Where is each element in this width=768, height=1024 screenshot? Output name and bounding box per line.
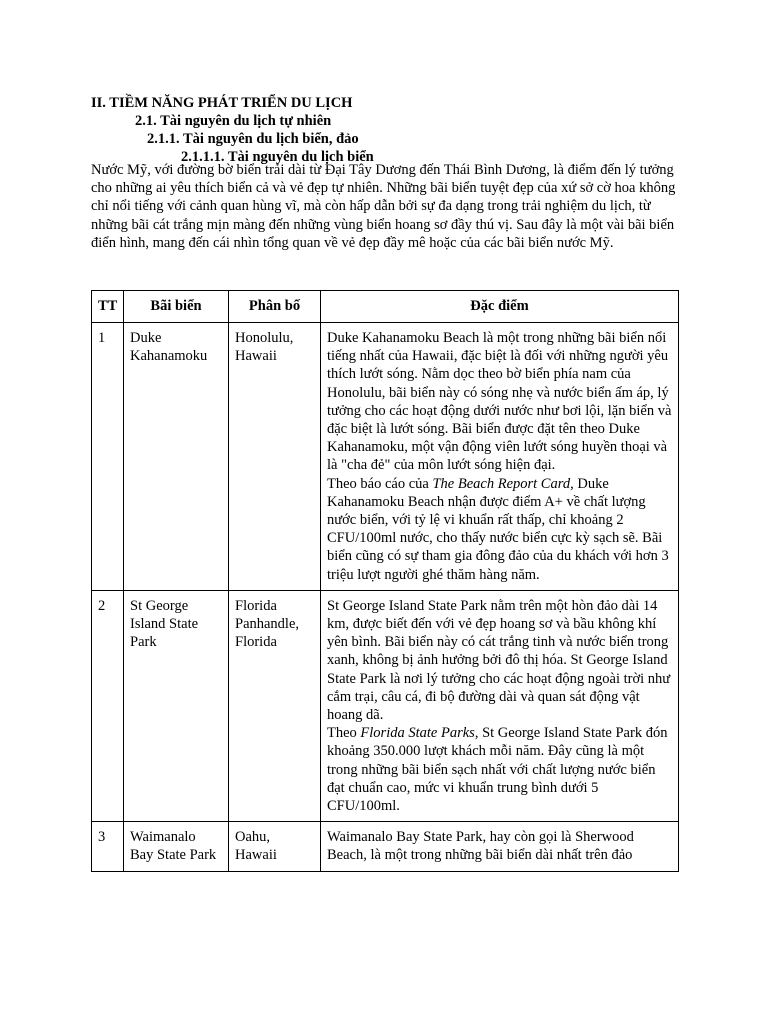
table-row bbox=[92, 822, 679, 871]
beaches-table bbox=[91, 290, 679, 872]
row-number: 3 bbox=[92, 822, 124, 871]
source-title: Florida State Parks bbox=[360, 725, 475, 742]
table-header-row bbox=[92, 291, 679, 323]
features-paragraph-2 bbox=[327, 475, 672, 584]
heading-level-1: II. TIỀM NĂNG PHÁT TRIỂN DU LỊCH bbox=[91, 95, 353, 111]
header-tt: TT bbox=[92, 291, 124, 323]
beach-features bbox=[321, 590, 679, 821]
features-paragraph-2 bbox=[327, 724, 672, 815]
beach-name: Duke Kahanamoku bbox=[124, 323, 229, 591]
features-paragraph-1: Duke Kahanamoku Beach là một trong những bãi biển nổi tiếng nhất của Hawaii, đặc biệt là đối với những người yêu thích lướt sóng. Nằm dọc theo bờ biển phía nam của Honolulu, bãi biển này có sóng nhẹ và nước biển ấm áp, lý tưởng cho các hoạt động dưới nước như bơi lội, lặn biển và đặc biệt là lướt sóng. Bãi biển được đặt tên theo Duke Kahanamoku, một vận động viên lướt sóng huyền thoại và là "cha đẻ" của môn lướt sóng hiện đại. bbox=[327, 330, 672, 474]
row-number: 2 bbox=[92, 590, 124, 821]
features-paragraph-1: Waimanalo Bay State Park, hay còn gọi là Sherwood Beach, là một trong những bãi biển dài nhất trên đảo bbox=[327, 829, 634, 864]
heading-level-2: 2.1. Tài nguyên du lịch tự nhiên bbox=[135, 113, 332, 129]
table-row bbox=[92, 323, 679, 591]
beach-features bbox=[321, 822, 679, 871]
beach-location: Oahu, Hawaii bbox=[229, 822, 321, 871]
heading-level-4: 2.1.1.1. Tài nguyên du lịch biển bbox=[181, 149, 374, 165]
beach-name: Waimanalo Bay State Park bbox=[124, 822, 229, 871]
intro-paragraph: Nước Mỹ, với đường bờ biển trải dài từ Đại Tây Dương đến Thái Bình Dương, là điểm đến lý tưởng cho những ai yêu thích biển cả và vẻ đẹp tự nhiên. Những bãi biển tuyệt đẹp của xứ sở cờ hoa không chỉ nổi tiếng với cảnh quan hùng vĩ, mà còn hấp dẫn bởi sự đa dạng trong trải nghiệm du lịch, từ những bãi cát trắng mịn màng đến những vùng biển hoang sơ đầy thú vị. Sau đây là một vài bãi biển điển hình, mang đến cái nhìn tổng quan về vẻ đẹp đầy mê hoặc của các bãi biển nước Mỹ. bbox=[91, 162, 676, 251]
header-beach: Bãi biển bbox=[124, 291, 229, 323]
source-detail: , St George Island State Park đón khoảng 350.000 lượt khách mỗi năm. Đây cũng là một trong những bãi biển sạch nhất với chất lượng nước biển đạt chuẩn cao, mức vi khuẩn trung bình dưới 5 CFU/100ml. bbox=[327, 725, 668, 815]
source-detail: , Duke Kahanamoku Beach nhận được điểm A+ về chất lượng nước biển, với tỷ lệ vi khuẩn rất thấp, chỉ khoảng 2 CFU/100ml nước, cho thấy nước biển cực kỳ sạch sẽ. Bãi biển cũng có sự tham gia đông đảo của du khách với hơn 3 triệu lượt người ghé thăm hàng năm. bbox=[327, 475, 669, 583]
header-location: Phân bố bbox=[229, 291, 321, 323]
beach-features bbox=[321, 323, 679, 591]
source-intro: Theo báo cáo của bbox=[327, 475, 433, 492]
source-title: The Beach Report Card bbox=[432, 475, 571, 492]
row-number: 1 bbox=[92, 323, 124, 591]
source-intro: Theo bbox=[327, 725, 361, 742]
header-features: Đặc điểm bbox=[321, 291, 679, 323]
beach-name: St George Island State Park bbox=[124, 590, 229, 821]
features-paragraph-1: St George Island State Park nằm trên một hòn đảo dài 14 km, được biết đến với vẻ đẹp hoang sơ và bầu không khí yên bình. Bãi biển này có cát trắng tinh và nước biển trong xanh, không bị ảnh hưởng bởi đô thị hóa. St George Island State Park là nơi lý tưởng cho các hoạt động ngoài trời như cắm trại, câu cá, đi bộ đường dài và quan sát động vật hoang dã. bbox=[327, 597, 671, 724]
beach-location: Florida Panhandle, Florida bbox=[229, 590, 321, 821]
beach-location: Honolulu, Hawaii bbox=[229, 323, 321, 591]
table-row bbox=[92, 590, 679, 821]
heading-level-3: 2.1.1. Tài nguyên du lịch biển, đảo bbox=[147, 131, 359, 147]
